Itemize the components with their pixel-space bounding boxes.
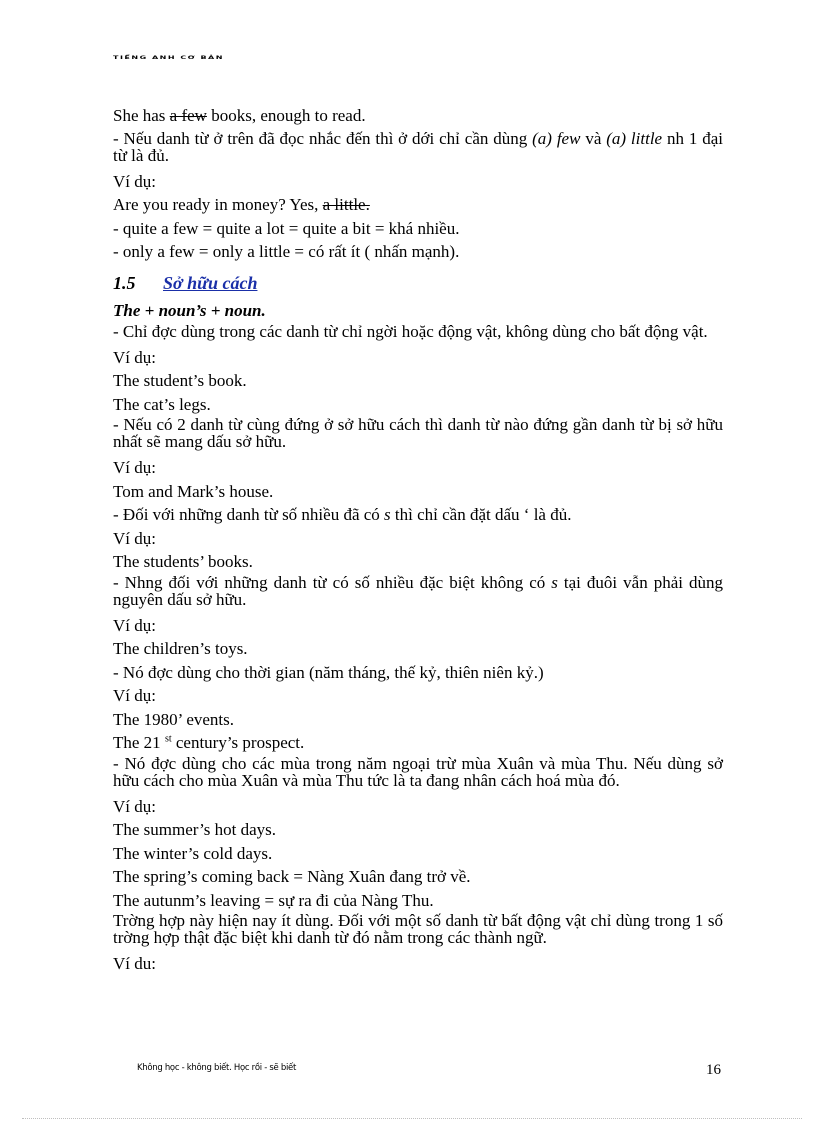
italic-term: (a) few xyxy=(532,128,581,148)
example-line: The autunm’s leaving = sự ra đi của Nàng Thu. xyxy=(113,890,434,910)
struck-text: a few xyxy=(169,106,207,125)
text-span: nh 1 đại từ là đủ. xyxy=(113,128,723,165)
example-line: The cat’s legs. xyxy=(113,394,211,414)
text-line xyxy=(113,193,723,217)
example-line: The summer’s hot days. xyxy=(113,820,277,839)
example-label: Ví dụ: xyxy=(113,615,156,635)
example-line: The students’ books. xyxy=(113,552,253,571)
page-divider xyxy=(22,1118,802,1119)
text-span: century’s prospect. xyxy=(171,733,305,752)
text-line xyxy=(113,503,723,527)
example-line: The children’s toys. xyxy=(113,639,248,658)
example-label: Ví dụ: xyxy=(113,171,156,191)
example-label: Ví dụ: xyxy=(113,528,156,548)
example-line: Tom and Mark’s house. xyxy=(113,481,274,501)
italic-term: s xyxy=(551,572,558,592)
text-span: thì chỉ cần đặt dấu ‘ là đủ. xyxy=(390,505,572,524)
text-span: tại đuôi vẫn phải dùng nguyên dấu sở hữu. xyxy=(113,572,723,609)
example-line: The spring’s coming back = Nàng Xuân đang trở về. xyxy=(113,867,471,886)
text-span: The 21 xyxy=(113,733,165,752)
paragraph xyxy=(113,574,723,614)
formula-line: The + noun’s + noun. xyxy=(113,301,266,320)
section-heading xyxy=(113,272,723,296)
paragraph: - Chỉ đợc dùng trong các danh từ chỉ ngời hoặc động vật, không dùng cho bất động vật. xyxy=(113,321,708,341)
example-line: The student’s book. xyxy=(113,371,247,390)
paragraph: - Nếu có 2 danh từ cùng đứng ở sở hữu cách thì danh từ nào đứng gần danh từ bị sở hữu nhất sẽ mang dấu sở hữu. xyxy=(113,415,723,451)
page-body xyxy=(113,104,723,976)
section-number: 1.5 xyxy=(113,272,136,293)
text-span: She has xyxy=(113,106,170,125)
text-span: books, enough to read. xyxy=(206,106,366,125)
paragraph: Trờng hợp này hiện nay ít dùng. Đối với một số danh từ bất động vật chỉ dùng trong 1 số trờng hợp thật đặc biệt khi danh từ đó nằm trong các thành ngữ. xyxy=(113,911,723,947)
text-span: Are you ready in money? Yes, xyxy=(113,195,323,214)
text-span: - Đối với những danh từ số nhiều đã có xyxy=(113,505,385,524)
text-line: - only a few = only a little = có rất ít ( nhấn mạnh). xyxy=(113,242,460,261)
italic-term: s xyxy=(384,505,391,524)
example-line: The 1980’ events. xyxy=(113,709,235,729)
example-label: Ví dụ: xyxy=(113,686,156,705)
text-span: - Nếu danh từ ở trên đã đọc nhắc đến thì ở dới chỉ cần dùng xyxy=(113,128,533,148)
superscript: st xyxy=(164,733,172,745)
paragraph: - Nó đợc dùng cho các mùa trong năm ngoại trừ mùa Xuân và mùa Thu. Nếu dùng sở hữu cách cho mùa Xuân và mùa Thu tức là ta đang nhân cách hoá mùa đó. xyxy=(113,753,723,790)
paragraph xyxy=(113,130,723,170)
footer-motto: Không học - không biết. Học rồi - sẽ biết xyxy=(137,1063,296,1073)
text-line: - quite a few = quite a lot = quite a bit = khá nhiều. xyxy=(113,218,460,238)
text-line: - Nó đợc dùng cho thời gian (năm tháng, thế kỷ, thiên niên kỷ.) xyxy=(113,662,544,682)
text-line xyxy=(113,104,723,128)
italic-term: (a) little xyxy=(606,128,663,148)
text-span: và xyxy=(580,128,607,148)
example-line: The winter’s cold days. xyxy=(113,843,273,863)
example-label: Ví dụ: xyxy=(113,347,156,367)
page-number: 16 xyxy=(706,1062,721,1078)
example-line xyxy=(113,731,723,755)
example-label: Ví dụ: xyxy=(113,458,156,477)
example-label: Ví dụ: xyxy=(113,796,156,816)
running-header: TIẾNG ANH CƠ BẢN xyxy=(113,55,224,60)
example-label: Ví du: xyxy=(113,954,156,973)
text-span: - Nhng đối với những danh từ có số nhiều đặc biệt không có xyxy=(113,572,552,592)
struck-text: a little. xyxy=(322,195,370,214)
section-title-link[interactable]: Sở hữu cách xyxy=(163,272,258,293)
